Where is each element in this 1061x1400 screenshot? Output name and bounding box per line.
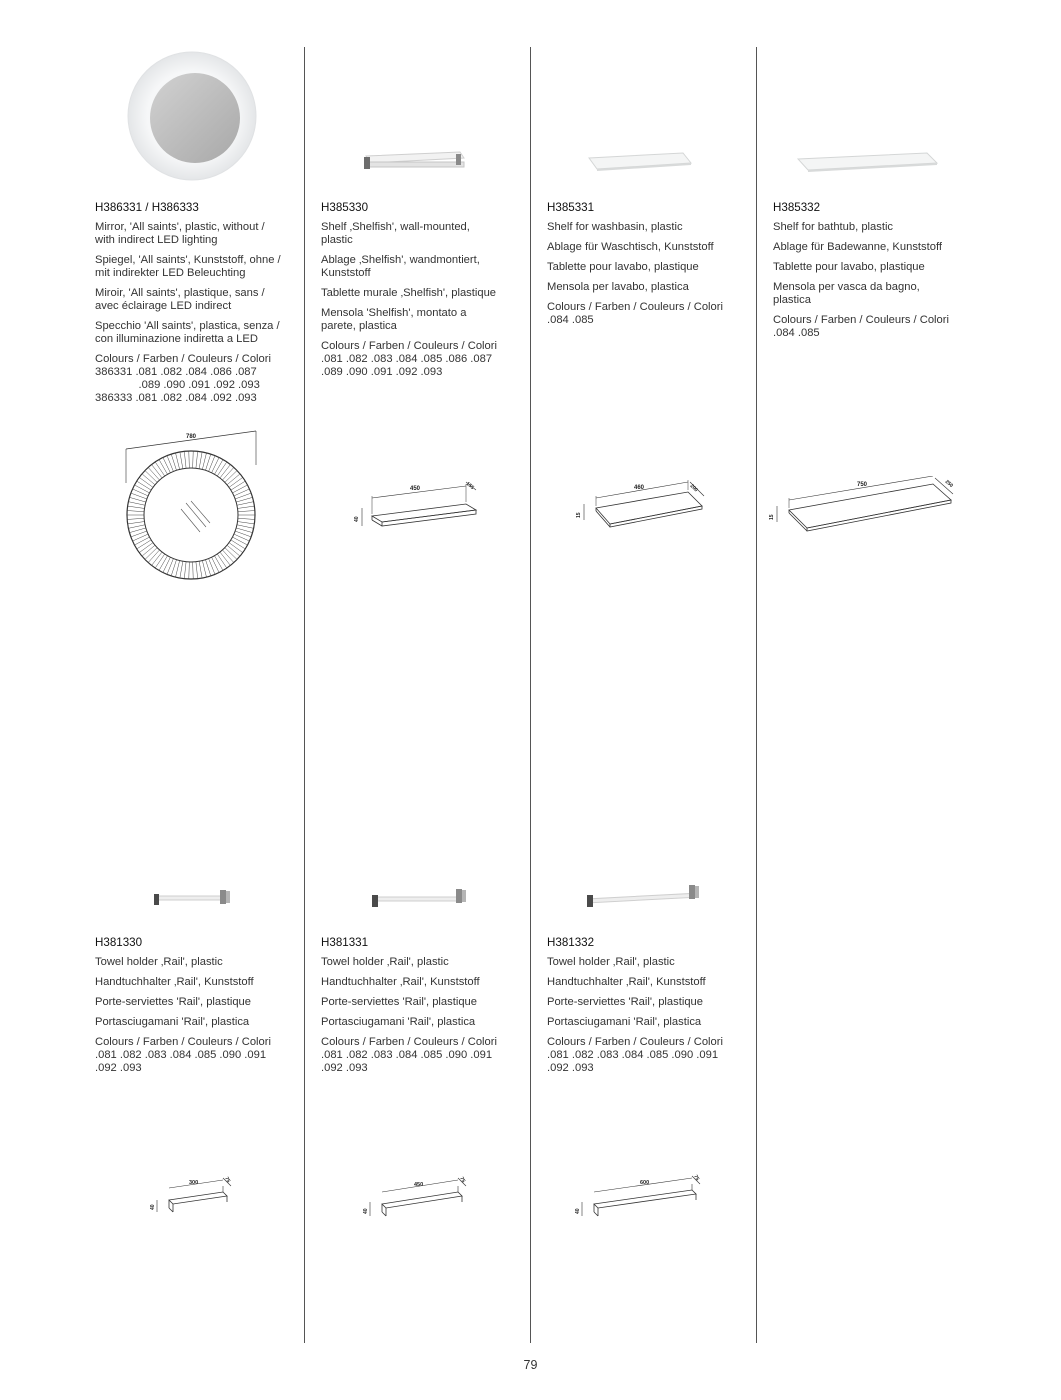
rim-line <box>137 481 151 490</box>
towel-holder-600-photo <box>583 882 707 912</box>
product-block-h381330 <box>95 936 291 1075</box>
product-block-h385331 <box>547 201 743 327</box>
rim-line <box>133 489 149 496</box>
dim-height: 15 <box>576 512 582 518</box>
towel-holder-300-photo <box>150 886 234 910</box>
rim-line <box>231 481 245 490</box>
shelf-bathtub-dimension-drawing <box>765 476 965 538</box>
rim-line <box>234 534 250 541</box>
colour-line: .092 .093 <box>321 1062 368 1074</box>
rim-line <box>222 467 233 480</box>
dim-depth: 75 <box>223 1176 232 1184</box>
product-block-h385332 <box>773 201 969 340</box>
rim-line <box>180 561 183 578</box>
description-de: Handtuchhalter ‚Rail', Kunststoff <box>547 976 706 988</box>
towel-holder-450-photo <box>368 886 472 912</box>
description-fr: Tablette pour lavabo, plastique <box>773 261 925 273</box>
rim-line <box>193 451 194 468</box>
dim-height: 40 <box>354 516 360 522</box>
colours-label: Colours / Farben / Couleurs / Colori <box>95 353 271 365</box>
rim-line <box>238 511 255 512</box>
mirror-rim-lines <box>127 451 255 579</box>
dim-height: 40 <box>575 1208 581 1214</box>
colours-label: Colours / Farben / Couleurs / Colori <box>547 1036 723 1048</box>
description-it: Portasciugamani 'Rail', plastica <box>547 1016 702 1028</box>
product-code: H386331 / H386333 <box>95 201 199 214</box>
dim-length: 750 <box>857 482 868 488</box>
rim-line <box>127 511 144 512</box>
rim-line <box>235 531 251 537</box>
colours-label: Colours / Farben / Couleurs / Colori <box>95 1036 271 1048</box>
description-en: Shelf for bathtub, plastic <box>773 221 894 233</box>
rim-line <box>189 562 190 579</box>
product-code: H381330 <box>95 936 143 949</box>
rim-line <box>184 451 186 468</box>
rim-line <box>196 562 198 579</box>
rim-line <box>215 460 224 475</box>
rim-line <box>238 518 255 519</box>
product-block-h381332 <box>547 936 743 1075</box>
shelf-washbasin-dimension-drawing <box>570 478 710 536</box>
rim-line <box>212 557 219 572</box>
dim-width: 780 <box>186 434 197 440</box>
rim-line <box>139 543 153 553</box>
colour-codes <box>321 1036 517 1075</box>
rim-line <box>220 552 230 565</box>
description-en: Shelf for washbasin, plastic <box>547 221 683 233</box>
description-it: Portasciugamani 'Rail', plastica <box>95 1016 250 1028</box>
description-fr: Miroir, 'All saints', plastique, sans / avec éclairage LED indirect <box>95 287 265 312</box>
description-fr: Porte-serviettes 'Rail', plastique <box>547 996 703 1008</box>
rim-line <box>145 548 157 560</box>
description-fr: Tablette pour lavabo, plastique <box>547 261 699 273</box>
rim-line <box>229 543 243 553</box>
colour-line: .081 .082 .083 .084 .085 .090 .091 <box>95 1049 267 1061</box>
rim-line <box>148 467 159 480</box>
rim-line <box>159 556 168 571</box>
rim-line <box>133 534 149 541</box>
colour-line: .089 .090 .091 .092 .093 <box>321 366 443 378</box>
rim-line <box>142 545 155 556</box>
rim-line <box>222 550 233 563</box>
rim-line <box>176 453 180 470</box>
column-divider <box>756 47 757 1343</box>
rim-line <box>236 497 252 502</box>
rim-line <box>155 554 165 568</box>
colour-codes <box>547 1036 743 1075</box>
rim-line <box>227 545 240 556</box>
rim-line <box>128 506 145 508</box>
dim-height: 40 <box>150 1204 156 1210</box>
rim-line <box>227 474 240 485</box>
colour-line: .081 .082 .083 .084 .085 .090 .091 <box>321 1049 493 1061</box>
rim-line <box>128 502 145 506</box>
colour-codes <box>321 340 517 379</box>
dim-depth: 200 <box>688 483 699 494</box>
colour-line: .092 .093 <box>95 1062 142 1074</box>
page-number: 79 <box>523 1358 538 1372</box>
column-divider <box>530 47 531 1343</box>
product-code: H381332 <box>547 936 595 949</box>
description-it: Mensola per lavabo, plastica <box>547 281 689 293</box>
colour-line: .089 .090 .091 .092 .093 <box>95 379 260 391</box>
dim-length: 450 <box>414 1182 424 1188</box>
description-fr: Tablette murale ‚Shelfish', plastique <box>321 287 497 299</box>
colours-label: Colours / Farben / Couleurs / Colori <box>773 314 949 326</box>
rim-line <box>134 485 149 493</box>
rim-line <box>233 537 248 545</box>
rim-line <box>128 522 145 524</box>
colour-codes <box>773 314 969 340</box>
colour-line: 386331 .081 .082 .084 .086 .087 <box>95 366 257 378</box>
colour-line: .084 .085 <box>773 327 820 339</box>
rim-line <box>152 552 162 565</box>
dim-height: 15 <box>769 514 775 520</box>
product-code: H385330 <box>321 201 369 214</box>
rim-line <box>237 525 254 529</box>
shelf-bathtub-photo <box>795 150 940 174</box>
dim-length: 460 <box>634 485 645 491</box>
colour-codes <box>547 301 743 327</box>
product-code: H381331 <box>321 936 369 949</box>
rim-line <box>129 528 145 533</box>
rim-line <box>202 561 206 578</box>
rim-line <box>238 522 255 524</box>
rim-line <box>159 460 168 475</box>
rim-line <box>196 451 198 468</box>
rim-line <box>128 525 145 529</box>
description-de: Handtuchhalter ‚Rail', Kunststoff <box>321 976 480 988</box>
rim-line <box>237 502 254 506</box>
colours-label: Colours / Farben / Couleurs / Colori <box>321 340 497 352</box>
description-it: Specchio 'All saints', plastica, senza / con illuminazione indiretta a LED <box>95 320 280 345</box>
rim-line <box>193 562 194 579</box>
rim-line <box>176 561 180 578</box>
product-block-h386331 <box>95 201 291 405</box>
towel-holder-600-dimension-drawing <box>570 1170 710 1226</box>
description-fr: Porte-serviettes 'Rail', plastique <box>321 996 477 1008</box>
dim-depth: 75 <box>692 1174 701 1182</box>
rim-line <box>199 452 202 469</box>
mirror-photo <box>125 46 260 186</box>
rim-line <box>225 471 237 483</box>
colour-codes <box>95 353 291 405</box>
description-de: Ablage ‚Shelfish', wandmontiert, Kunststoff <box>321 254 480 279</box>
rim-line <box>199 561 202 578</box>
description-en: Towel holder ‚Rail', plastic <box>321 956 449 968</box>
rim-line <box>148 550 159 563</box>
dim-depth: 250 <box>943 478 954 489</box>
description-de: Ablage für Waschtisch, Kunststoff <box>547 241 714 253</box>
colours-label: Colours / Farben / Couleurs / Colori <box>547 301 723 313</box>
colour-line: .084 .085 <box>547 314 594 326</box>
rim-line <box>142 474 155 485</box>
rim-line <box>163 557 170 572</box>
rim-line <box>231 540 245 549</box>
rim-line <box>202 453 206 470</box>
rim-line <box>229 477 243 487</box>
rim-line <box>137 540 151 549</box>
rim-line <box>131 493 147 499</box>
description-en: Towel holder ‚Rail', plastic <box>95 956 223 968</box>
shelf-shelfish-dimension-drawing <box>348 478 483 533</box>
rim-line <box>134 537 149 545</box>
rim-line <box>155 462 165 476</box>
rim-line <box>129 497 145 502</box>
column-divider <box>304 47 305 1343</box>
description-en: Mirror, 'All saints', plastic, without / with indirect LED lighting <box>95 221 265 246</box>
rim-line <box>225 548 237 560</box>
description-de: Spiegel, 'All saints', Kunststoff, ohne / mit indirekter LED Beleuchting <box>95 254 281 279</box>
rim-line <box>189 451 190 468</box>
rim-line <box>234 489 250 496</box>
description-it: Portasciugamani 'Rail', plastica <box>321 1016 476 1028</box>
rim-line <box>212 457 219 472</box>
rim-line <box>238 506 255 508</box>
rim-line <box>217 554 227 568</box>
rim-line <box>163 457 170 472</box>
dim-depth: 155 <box>464 480 475 491</box>
rim-line <box>220 465 230 478</box>
dim-length: 600 <box>640 1180 650 1186</box>
rim-line <box>184 562 186 579</box>
description-de: Handtuchhalter ‚Rail', Kunststoff <box>95 976 254 988</box>
rim-line <box>127 518 144 519</box>
product-code: H385331 <box>547 201 595 214</box>
rim-line <box>235 493 251 499</box>
rim-line <box>139 477 153 487</box>
dim-height: 40 <box>363 1208 369 1214</box>
product-block-h385330 <box>321 201 517 379</box>
shelf-shelfish-photo <box>360 146 468 176</box>
colour-line: .081 .082 .083 .084 .085 .090 .091 <box>547 1049 719 1061</box>
rim-line <box>233 485 248 493</box>
description-en: Towel holder ‚Rail', plastic <box>547 956 675 968</box>
description-it: Mensola per vasca da bagno, plastica <box>773 281 920 306</box>
rim-line <box>217 462 227 476</box>
rim-line <box>180 452 183 469</box>
towel-holder-300-dimension-drawing <box>145 1172 240 1222</box>
product-code: H385332 <box>773 201 821 214</box>
description-fr: Porte-serviettes 'Rail', plastique <box>95 996 251 1008</box>
dim-length: 450 <box>410 486 421 492</box>
shelf-washbasin-photo <box>585 150 695 174</box>
mirror-dimension-drawing <box>118 425 268 585</box>
colours-label: Colours / Farben / Couleurs / Colori <box>321 1036 497 1048</box>
colour-codes <box>95 1036 291 1075</box>
product-block-h381331 <box>321 936 517 1075</box>
towel-holder-450-dimension-drawing <box>358 1172 478 1226</box>
colour-line: .081 .082 .083 .084 .085 .086 .087 <box>321 353 493 365</box>
dim-depth: 75 <box>458 1176 467 1184</box>
dim-length: 300 <box>189 1180 199 1186</box>
rim-line <box>215 556 224 571</box>
rim-line <box>152 465 162 478</box>
rim-line <box>131 531 147 537</box>
colour-line: .092 .093 <box>547 1062 594 1074</box>
description-de: Ablage für Badewanne, Kunststoff <box>773 241 942 253</box>
description-it: Mensola 'Shelfish', montato a parete, plastica <box>321 307 467 332</box>
colour-line: 386333 .081 .082 .084 .092 .093 <box>95 392 257 404</box>
rim-line <box>236 528 252 533</box>
rim-line <box>145 471 157 483</box>
description-en: Shelf ‚Shelfish', wall-mounted, plastic <box>321 221 470 246</box>
